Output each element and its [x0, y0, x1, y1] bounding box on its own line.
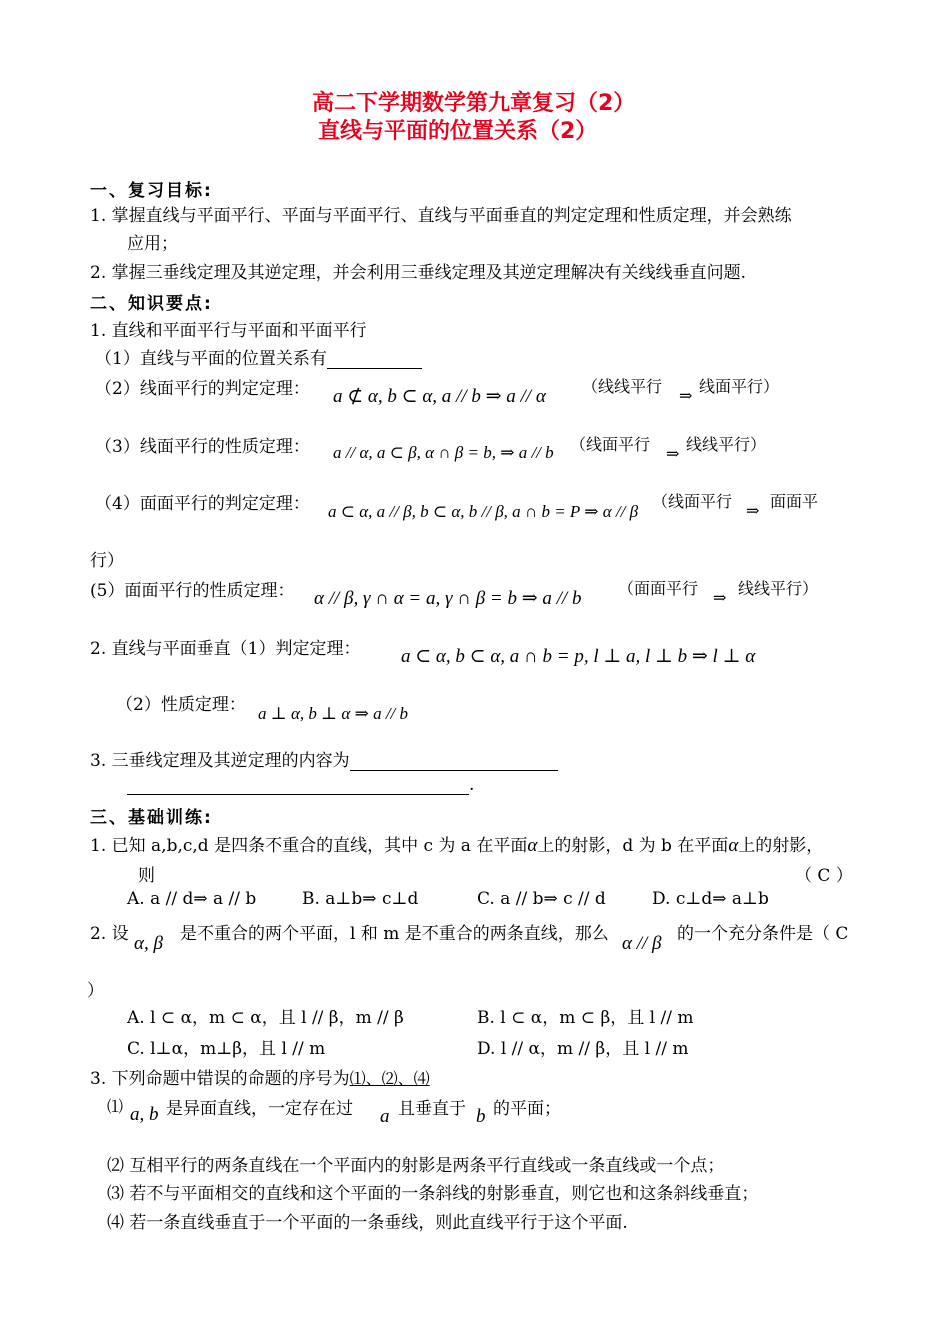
note-1-5-b: 线线平行） [738, 579, 819, 598]
alpha-symbol: α [728, 835, 739, 856]
knowledge-point-3 [90, 746, 558, 771]
knowledge-point-2: 2. 直线与平面垂直（1）判定定理： [90, 639, 361, 659]
note-1-5-a: （面面平行 [618, 579, 699, 598]
implies-arrow: ⇒ [666, 444, 680, 463]
formula-line-plane-perp-criterion: a ⊂ α, b ⊂ α, a ∩ b = p, l ⊥ a, l ⊥ b ⇒ l ⊥ α [401, 646, 756, 667]
knowledge-1-1 [95, 344, 422, 369]
note-1-2-a: （线线平行 [582, 377, 663, 396]
question-1-option-a: A. a // d⇒ a // b [127, 889, 257, 909]
question-1-text-c: 上的射影， [738, 836, 824, 856]
question-2-a: 2. 设 [90, 924, 129, 944]
question-2-c: 的一个充分条件是（ C [677, 924, 849, 944]
question-2-option-d: D. l // α，m // β，且 l // m [477, 1039, 689, 1059]
question-1-option-d: D. c⊥d⇒ a⊥b [652, 889, 769, 909]
question-3-item-1-b: b [476, 1106, 486, 1127]
question-1 [90, 831, 823, 857]
question-1-text-b: 上的射影，d 为 b 在平面 [537, 836, 729, 856]
question-3-item-3: ⑶ 若不与平面相交的直线和这个平面的一条斜线的射影垂直，则它也和这条斜线垂直； [107, 1184, 759, 1204]
question-1-option-b: B. a⊥b⇒ c⊥d [302, 889, 419, 909]
knowledge-1-4-label: （4）面面平行的判定定理： [95, 494, 310, 514]
question-2-close: ） [87, 981, 104, 1001]
answer-blank [327, 348, 422, 369]
note-1-3-a: （线面平行 [570, 435, 651, 454]
implies-arrow: ⇒ [713, 588, 727, 607]
question-3-item-1-number: ⑴ [107, 1097, 124, 1116]
knowledge-3-cont [127, 774, 474, 795]
knowledge-3-text: 3. 三垂线定理及其逆定理的内容为 [90, 751, 350, 771]
question-2-parallel: α // β [622, 933, 662, 954]
knowledge-1-2-label: （2）线面平行的判定定理： [95, 379, 310, 399]
question-3-item-1-text-1: 是异面直线，一定存在过 [166, 1099, 353, 1119]
section-heading-goals: 一、复习目标: [90, 181, 213, 201]
knowledge-point-1: 1. 直线和平面平行与平面和平面平行 [90, 321, 367, 341]
period: . [469, 775, 475, 795]
note-1-4-b: 面面平 [770, 492, 819, 511]
question-3-item-1-ab: a, b [130, 1104, 159, 1125]
goal-item-1-cont: 应用； [127, 234, 178, 254]
question-1-option-c: C. a // b⇒ c // d [477, 889, 606, 909]
section-heading-exercises: 三、基础训练: [90, 808, 213, 828]
question-2-option-b: B. l ⊂ α，m ⊂ β，且 l // m [477, 1008, 694, 1028]
knowledge-1-3-label: （3）线面平行的性质定理： [95, 437, 310, 457]
question-2-option-a: A. l ⊂ α，m ⊂ α，且 l // β，m // β [127, 1008, 404, 1028]
formula-plane-plane-parallel-property: α // β, γ ∩ α = a, γ ∩ β = b ⇒ a // b [314, 588, 582, 609]
question-1-text-a: 1. 已知 a,b,c,d 是四条不重合的直线，其中 c 为 a 在平面 [90, 836, 528, 856]
question-2-alpha-beta: α, β [134, 933, 163, 954]
answer-blank [350, 750, 558, 771]
goal-item-1: 1. 掌握直线与平面平行、平面与平面平行、直线与平面垂直的判定定理和性质定理，并会熟练 [90, 206, 792, 226]
question-1-then: 则 [138, 866, 155, 886]
implies-arrow: ⇒ [679, 386, 693, 405]
question-3-item-1-text-3: 的平面； [493, 1099, 561, 1119]
formula-line-plane-parallel-criterion: a ⊄ α, b ⊂ α, a // b ⇒ a // α [333, 386, 546, 407]
formula-line-plane-parallel-property: a // α, a ⊂ β, α ∩ β = b, ⇒ a // b [333, 443, 554, 462]
question-1-answer: （ C ） [795, 866, 853, 886]
answer-blank [127, 774, 469, 795]
question-3-answer: ⑴、⑵、⑷ [349, 1069, 430, 1088]
knowledge-1-5-label: (5）面面平行的性质定理： [90, 581, 295, 601]
alpha-symbol: α [527, 835, 538, 856]
question-3-item-1-a: a [380, 1106, 390, 1127]
formula-plane-plane-parallel-criterion: a ⊂ α, a // β, b ⊂ α, b // β, a ∩ b = P ⇒ α // β [328, 502, 639, 521]
implies-arrow: ⇒ [746, 501, 760, 520]
note-1-2-b: 线面平行） [699, 377, 780, 396]
doc-title-line1: 高二下学期数学第九章复习（2） [312, 91, 636, 116]
question-2-b: 是不重合的两个平面，l 和 m 是不重合的两条直线，那么 [180, 924, 609, 944]
question-3 [90, 1064, 510, 1089]
note-1-3-b: 线线平行） [686, 435, 767, 454]
question-3-text: 3. 下列命题中错误的命题的序号为 [90, 1069, 350, 1089]
section-heading-knowledge: 二、知识要点: [90, 294, 213, 314]
question-3-item-1-text-2: 且垂直于 [398, 1099, 466, 1119]
goal-item-2: 2. 掌握三垂线定理及其逆定理，并会利用三垂线定理及其逆定理解决有关线线垂直问题. [90, 263, 747, 283]
note-1-4-a: （线面平行 [652, 492, 733, 511]
doc-title-line2: 直线与平面的位置关系（2） [318, 119, 598, 144]
knowledge-1-1-text: （1）直线与平面的位置关系有 [95, 349, 327, 369]
question-3-item-2: ⑵ 互相平行的两条直线在一个平面内的射影是两条平行直线或一条直线或一个点； [107, 1156, 725, 1176]
formula-line-plane-perp-property: a ⊥ α, b ⊥ α ⇒ a // b [258, 704, 409, 723]
question-2-option-c: C. l⊥α，m⊥β，且 l // m [127, 1039, 326, 1059]
note-1-4-c: 行） [90, 551, 124, 571]
knowledge-2-2-label: （2）性质定理： [116, 695, 246, 715]
question-3-item-4: ⑷ 若一条直线垂直于一个平面的一条垂线，则此直线平行于这个平面. [107, 1213, 628, 1233]
